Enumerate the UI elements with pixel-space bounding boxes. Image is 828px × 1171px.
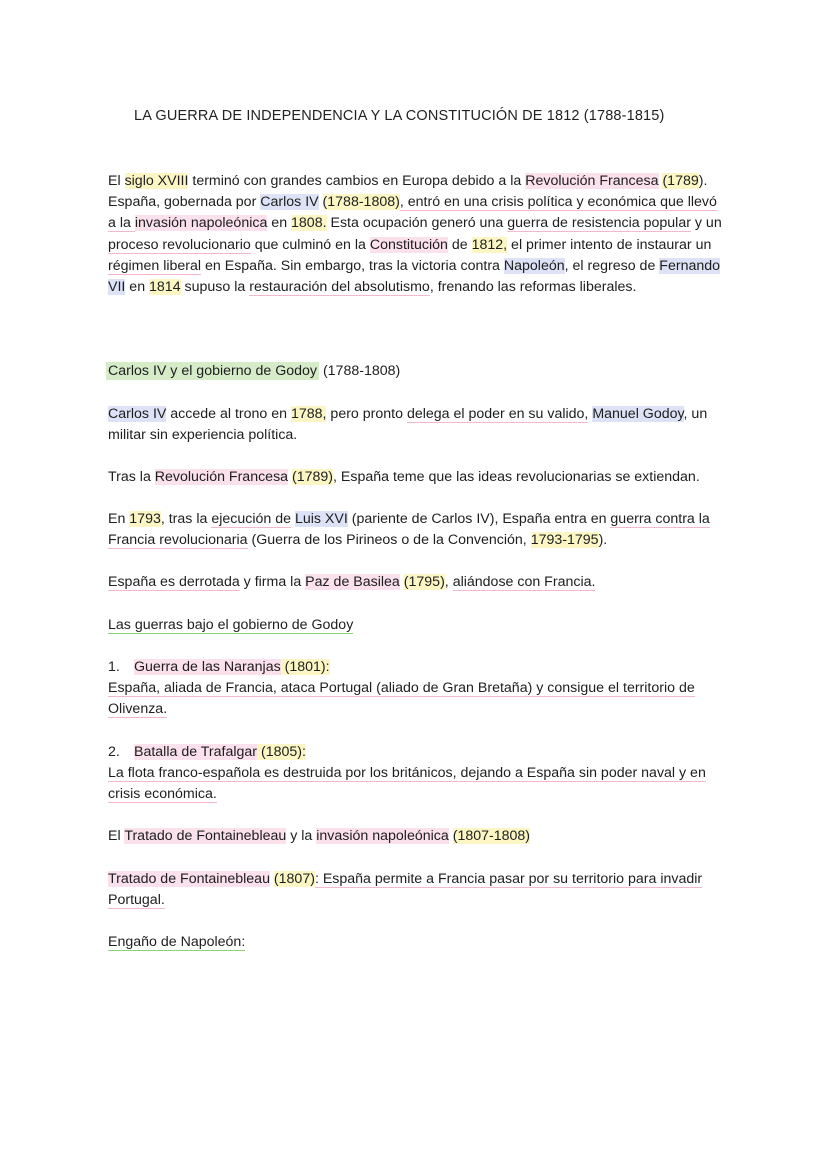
text: Tras la: [108, 469, 155, 485]
text: en: [267, 215, 292, 232]
highlight-person: Luis XVI: [294, 511, 348, 527]
paragraph-revolution: [108, 467, 728, 488]
underlined-text: guerra de resistencia popular: [507, 215, 691, 232]
paragraph-carlos-iv: [108, 404, 728, 446]
text: En: [108, 511, 130, 527]
text: El: [108, 828, 125, 844]
text: , un militar sin experiencia política.: [108, 406, 708, 444]
page-title: LA GUERRA DE INDEPENDENCIA Y LA CONSTITUCIÓN DE 1812 (1788-1815): [134, 108, 665, 124]
underlined-text: guerra contra la Francia revolucionaria: [108, 511, 710, 549]
highlight-year: (1805):: [257, 744, 306, 760]
text: , frenando las reformas liberales.: [429, 279, 637, 296]
list-item-naranjas: [108, 657, 728, 721]
underlined-text: La flota franco-española es destruida por los británicos, dejando a España sin poder naval y en crisis económica.: [108, 765, 706, 803]
highlight-treaty: Paz de Basilea: [305, 574, 400, 590]
highlight-person: Carlos IV: [108, 406, 167, 422]
text: ,: [444, 574, 453, 590]
highlight-year: 1812,: [471, 236, 508, 253]
highlight-invasion: invasión napoleónica: [134, 215, 268, 232]
heading-text: Las guerras bajo el gobierno de Godoy: [108, 617, 354, 633]
text: (Guerra de los Pirineos o de la Convención,: [247, 532, 531, 549]
text: el primer intento de instaurar un: [507, 236, 712, 253]
highlight-battle: Batalla de Trafalgar: [134, 744, 258, 760]
text: accede al trono en: [166, 406, 291, 422]
heading-napoleon-deception: [108, 932, 728, 953]
underlined-text: España es derrotada: [108, 574, 240, 590]
underlined-text: régimen liberal: [108, 257, 202, 274]
highlight-revolution: Revolución Francesa: [154, 469, 289, 485]
underlined-text: España, aliada de Francia, ataca Portugal (aliado de Gran Bretaña) y consigue el territorio de Olivenza.: [108, 680, 695, 718]
text: y firma la: [239, 574, 306, 590]
highlight-person: Manuel Godoy: [592, 406, 684, 422]
highlight-year: 1788,: [290, 406, 327, 422]
intro-paragraph: [108, 171, 728, 298]
underlined-text: proceso revolucionario: [108, 236, 251, 253]
highlight-person: Carlos IV: [260, 194, 319, 211]
highlight-century: siglo XVIII: [124, 173, 189, 189]
section-heading-fontainebleau: [108, 826, 728, 847]
text: , España teme que las ideas revolucionarias se extiendan.: [333, 469, 700, 485]
underlined-text: delega el poder en su valido,: [406, 406, 589, 422]
section-heading-wars: [108, 615, 728, 636]
underlined-text: : España permite a Francia pasar por su territorio para invadir Portugal.: [108, 871, 703, 909]
highlight-year: (1807-1808): [452, 828, 531, 844]
highlight-year: (1789: [662, 173, 699, 189]
text: , el regreso de: [564, 257, 660, 274]
text: España, gobernada por: [108, 194, 261, 211]
text: El: [108, 173, 125, 189]
highlight-year: (1807): [273, 871, 315, 887]
highlight-war: Guerra de las Naranjas: [134, 659, 281, 675]
text: supuso la: [180, 279, 250, 296]
heading-years: (1788-1808): [319, 363, 401, 379]
text: ).: [598, 532, 608, 549]
highlight-person: Fernando VII: [108, 257, 721, 296]
underlined-text: ejecución de: [211, 511, 291, 527]
text: ).: [698, 173, 708, 189]
underlined-text: restauración del absolutismo: [249, 279, 430, 296]
highlight-person: Napoleón: [503, 257, 565, 274]
text: de: [447, 236, 472, 253]
text: (pariente de Carlos IV), España entra en: [347, 511, 611, 527]
highlight-invasion: invasión napoleónica: [316, 828, 449, 844]
heading-text: Carlos IV y el gobierno de Godoy: [108, 363, 317, 379]
paragraph-war-1793: [108, 509, 728, 551]
highlight-year: (1801):: [280, 659, 330, 675]
text: [319, 194, 323, 210]
text: que culminó en la: [250, 236, 370, 253]
list-number: 1.: [108, 659, 120, 675]
text: terminó con grandes cambios en Europa debido a la: [188, 173, 526, 189]
paragraph-fontainebleau: [108, 869, 728, 911]
highlight-year: 1814: [149, 279, 181, 296]
text: en: [125, 279, 150, 296]
list-number: 2.: [108, 744, 120, 760]
highlight-treaty: Tratado de Fontainebleau: [124, 828, 287, 844]
text: pero pronto: [326, 406, 407, 422]
list-item-trafalgar: [108, 742, 728, 806]
highlight-year: (1788-1808): [322, 194, 400, 211]
underlined-text: aliándose con Francia.: [452, 574, 596, 590]
text: en España. Sin embargo, tras la victoria contra: [201, 257, 504, 274]
highlight-year: 1793-1795: [530, 532, 599, 549]
highlight-constitution: Constitución: [369, 236, 448, 253]
highlight-year: 1793: [129, 511, 161, 527]
paragraph-basilea: [108, 572, 728, 593]
heading-text: Engaño de Napoleón:: [108, 934, 246, 950]
text: y un: [690, 215, 722, 232]
highlight-revolution: Revolución Francesa: [525, 173, 659, 189]
section-heading-carlos-iv: [108, 361, 728, 382]
highlight-year: 1808.: [291, 215, 327, 232]
underlined-text: , entró en una crisis política y económica que llevó a la: [108, 194, 717, 232]
highlight-treaty: Tratado de Fontainebleau: [108, 871, 270, 887]
text: , tras la: [160, 511, 212, 527]
text: y la: [286, 828, 317, 844]
text: Esta ocupación generó una: [326, 215, 508, 232]
highlight-year: (1795): [403, 574, 445, 590]
highlight-year: (1789): [292, 469, 334, 485]
